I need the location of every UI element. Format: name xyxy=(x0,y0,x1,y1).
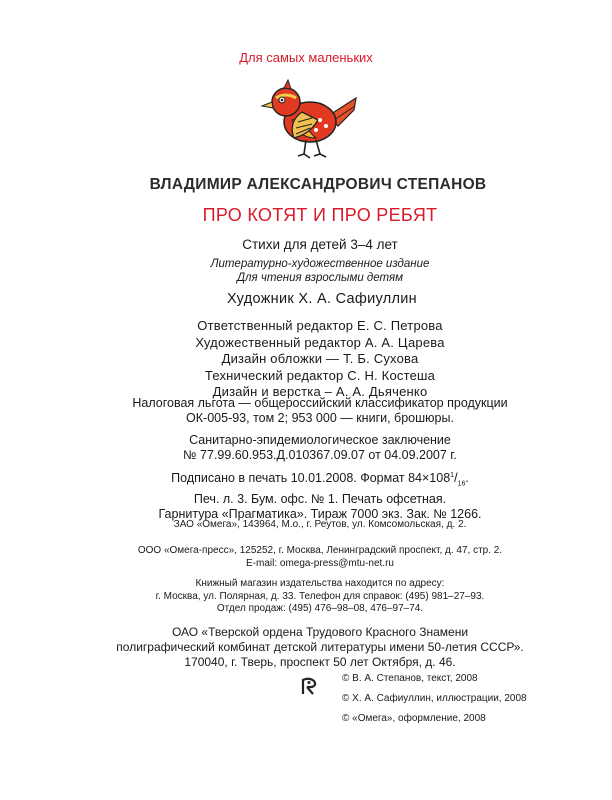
printer-line: 170040, г. Тверь, проспект 50 лет Октября, д. 46. xyxy=(184,655,456,669)
sanitary-info xyxy=(0,433,612,463)
copyright-block xyxy=(342,669,527,729)
tax-line: ОК-005-93, том 2; 953 000 — книги, брошюры. xyxy=(186,411,454,425)
press-email: E-mail: omega-press@mtu-net.ru xyxy=(246,557,394,569)
tax-info xyxy=(0,396,612,426)
credit-line: Художественный редактор А. А. Царева xyxy=(195,334,445,350)
copyright-line: © Х. А. Сафиуллин, иллюстрации, 2008 xyxy=(342,693,527,704)
author-name: ВЛАДИМИР АЛЕКСАНДРОВИЧ СТЕПАНОВ xyxy=(149,176,487,193)
shop-info xyxy=(0,578,612,616)
printer-info xyxy=(0,625,612,670)
artist-credit: Художник Х. А. Сафиуллин xyxy=(226,291,417,307)
format-denominator: 16 xyxy=(457,480,466,488)
shop-line: Книжный магазин издательства находится по адресу: xyxy=(195,578,445,589)
print-line: Печ. л. 3. Бум. офс. № 1. Печать офсетная. xyxy=(193,491,447,506)
series-label: Для самых маленьких xyxy=(239,50,373,65)
sanitary-line: Санитарно-эпидемиологическое заключение xyxy=(189,433,451,447)
credit-line: Дизайн обложки — Т. Б. Сухова xyxy=(221,351,419,366)
copyright-line: © В. А. Степанов, текст, 2008 xyxy=(342,673,478,684)
shop-line: Отдел продаж: (495) 476–98–08, 476–97–74. xyxy=(216,603,424,614)
copyright-line: © «Омега», оформление, 2008 xyxy=(342,713,486,724)
print-info xyxy=(0,468,612,522)
print-signed-text: Подписано в печать 10.01.2008. Формат 84×108 xyxy=(171,471,451,486)
shop-line: г. Москва, ул. Полярная, д. 33. Телефон для справок: (495) 981–27–93. xyxy=(155,590,485,602)
tax-line: Налоговая льгота — общероссийский классификатор продукции xyxy=(132,396,508,410)
credit-line: Дизайн и верстка – А. А. Дьяченко xyxy=(212,384,428,399)
subtitle: Стихи для детей 3–4 лет xyxy=(242,237,398,252)
reading-note: Для чтения взрослыми детям xyxy=(236,272,404,284)
format-numerator: 1 xyxy=(450,472,455,479)
sanitary-line: № 77.99.60.953.Д.010367.09.07 от 04.09.2007 г. xyxy=(183,448,457,462)
book-title: ПРО КОТЯТ И ПРО РЕБЯТ xyxy=(202,205,438,225)
credit-line: Технический редактор С. Н. Костеша xyxy=(204,367,436,383)
printer-line: полиграфический комбинат детской литературы имени 50-летия СССР». xyxy=(116,640,524,654)
print-signed-line: Подписано в печать 10.01.2008. Формат $84\times 108^1/_{16}$. xyxy=(171,471,469,488)
press-info xyxy=(0,545,612,570)
edition-type: Литературно-художественное издание xyxy=(210,258,430,270)
press-line: ООО «Омега-пресс», 125252, г. Москва, Ленинградский проспект, д. 47, стр. 2. xyxy=(137,545,503,556)
printer-line: ОАО «Тверской ордена Трудового Красного Знамени xyxy=(171,625,469,639)
bird-illustration xyxy=(258,76,358,162)
omega-address: ЗАО «Омега», 143964, М.о., г. Реутов, ул. Комсомольская, д. 2. xyxy=(173,519,467,530)
print-line: Гарнитура «Прагматика». Тираж 7000 экз. Зак. № 1266. xyxy=(158,506,482,521)
publisher-logo-icon xyxy=(300,676,318,696)
credit-line: Ответственный редактор Е. С. Петрова xyxy=(197,318,443,333)
staff-credits xyxy=(0,318,612,401)
